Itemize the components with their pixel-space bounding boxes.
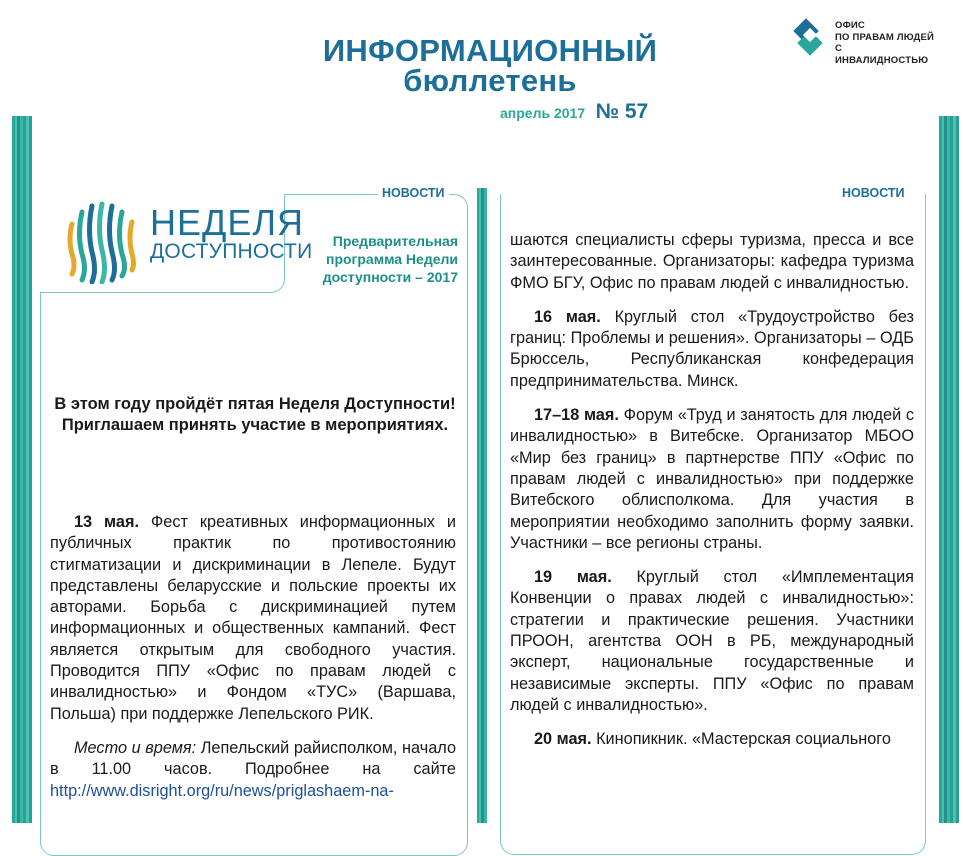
event-link[interactable]: http://www.disright.org/ru/news/priglashaem-na- — [50, 781, 394, 800]
office-logo-icon — [787, 16, 831, 60]
office-logo-line-1: ОФИС — [835, 20, 865, 31]
paragraph-continued: шаются специалисты сферы туризма, пресса и все заинтересованные. Организаторы: кафедра туризма ФМО БГУ, Офис по правам людей с инвалидностью. — [510, 231, 914, 292]
date-label: 16 мая. — [534, 307, 601, 326]
headline: В этом году пройдёт пятая Неделя Доступности! Приглашаем принять участие в мероприятиях. — [54, 395, 456, 434]
logo-word-2: ДОСТУПНОСТИ — [150, 240, 313, 263]
paragraph-may-13 — [50, 512, 456, 725]
paragraph-text: Круглый стол «Имплементация Конвенции о правах людей с инвалидностью»: стратегии и практические решения. Участники ПРООН, агентства ООН в РБ, международный эксперт, национальные государственные и независимые эксперты. ППУ «Офис по правам людей с инвалидностью». — [510, 568, 914, 714]
program-subtitle: Предварительная программа Недели доступности – 2017 — [322, 233, 458, 285]
paragraph-may-20 — [510, 729, 914, 750]
date-label: 19 мая. — [534, 568, 612, 587]
news-tag-right: НОВОСТИ — [838, 186, 909, 200]
issue-month: апрель 2017 — [500, 105, 586, 121]
paragraph-place-time — [50, 738, 456, 802]
title-line-2: бюллетень — [403, 63, 577, 98]
paragraph-text: Форум «Труд и занятость для людей с инвалидностью» в Витебске. Организатор МБОО «Мир без границ» в партнерстве ППУ «Офис по правам людей с инвалидностью» при поддержке Витебского облисполкома. Для участия в мероприятии необходимо заполнить форму заявки. Участники – все регионы страны. — [510, 406, 914, 552]
paragraph-text: Фест креативных информационных и публичных практик по противостоянию стигматизации и дискриминации в Лепеле. Будут представлены беларусские и польские проекты их авторами. Борьба с дискриминацией путем информационных и общественных кампаний. Фест является открытым для свободного участия. Проводится ППУ «Офис по правам людей с инвалидностью» и Фондом «ТУС» (Варшава, Польша) при поддержке Лепельского РИК. — [50, 513, 456, 723]
left-column-text — [50, 512, 456, 815]
date-label: 13 мая. — [74, 513, 139, 531]
column-divider — [477, 188, 487, 823]
paragraph-may-19 — [510, 567, 914, 716]
issue-info — [500, 100, 648, 124]
right-column-text — [510, 230, 914, 764]
accessibility-week-logo-icon — [62, 194, 146, 284]
issue-number: № 57 — [595, 100, 649, 123]
left-decorative-stripe — [12, 116, 32, 823]
paragraph-text: Лепельский райисполком, начало в 11.00 часов. Подробнее на сайте — [50, 738, 456, 779]
right-decorative-stripe — [939, 116, 959, 823]
office-logo — [787, 12, 937, 66]
paragraph-text: Кинопикник. «Мастерская социального — [591, 730, 891, 749]
accessibility-week-logo — [40, 194, 313, 293]
news-tag-left: НОВОСТИ — [378, 186, 449, 200]
paragraph-may-16 — [510, 307, 914, 392]
date-label: 20 мая. — [534, 730, 592, 749]
bulletin-title — [300, 33, 680, 98]
paragraph-text: Круглый стол «Трудоустройство без границ: Проблемы и решения». Организаторы – ОДБ Брюссель, Республиканская конфедерация предпринимательства. Минск. — [510, 307, 914, 390]
title-line-1: ИНФОРМАЦИОННЫЙ — [322, 33, 658, 68]
office-logo-line-3: С ИНВАЛИДНОСТЬЮ — [835, 43, 929, 66]
paragraph-may-17-18 — [510, 405, 914, 554]
office-logo-line-2: ПО ПРАВАМ ЛЮДЕЙ — [835, 31, 935, 43]
logo-word-1: НЕДЕЛЯ — [150, 202, 305, 243]
date-label: 17–18 мая. — [534, 406, 619, 425]
place-label: Место и время: — [74, 738, 197, 757]
